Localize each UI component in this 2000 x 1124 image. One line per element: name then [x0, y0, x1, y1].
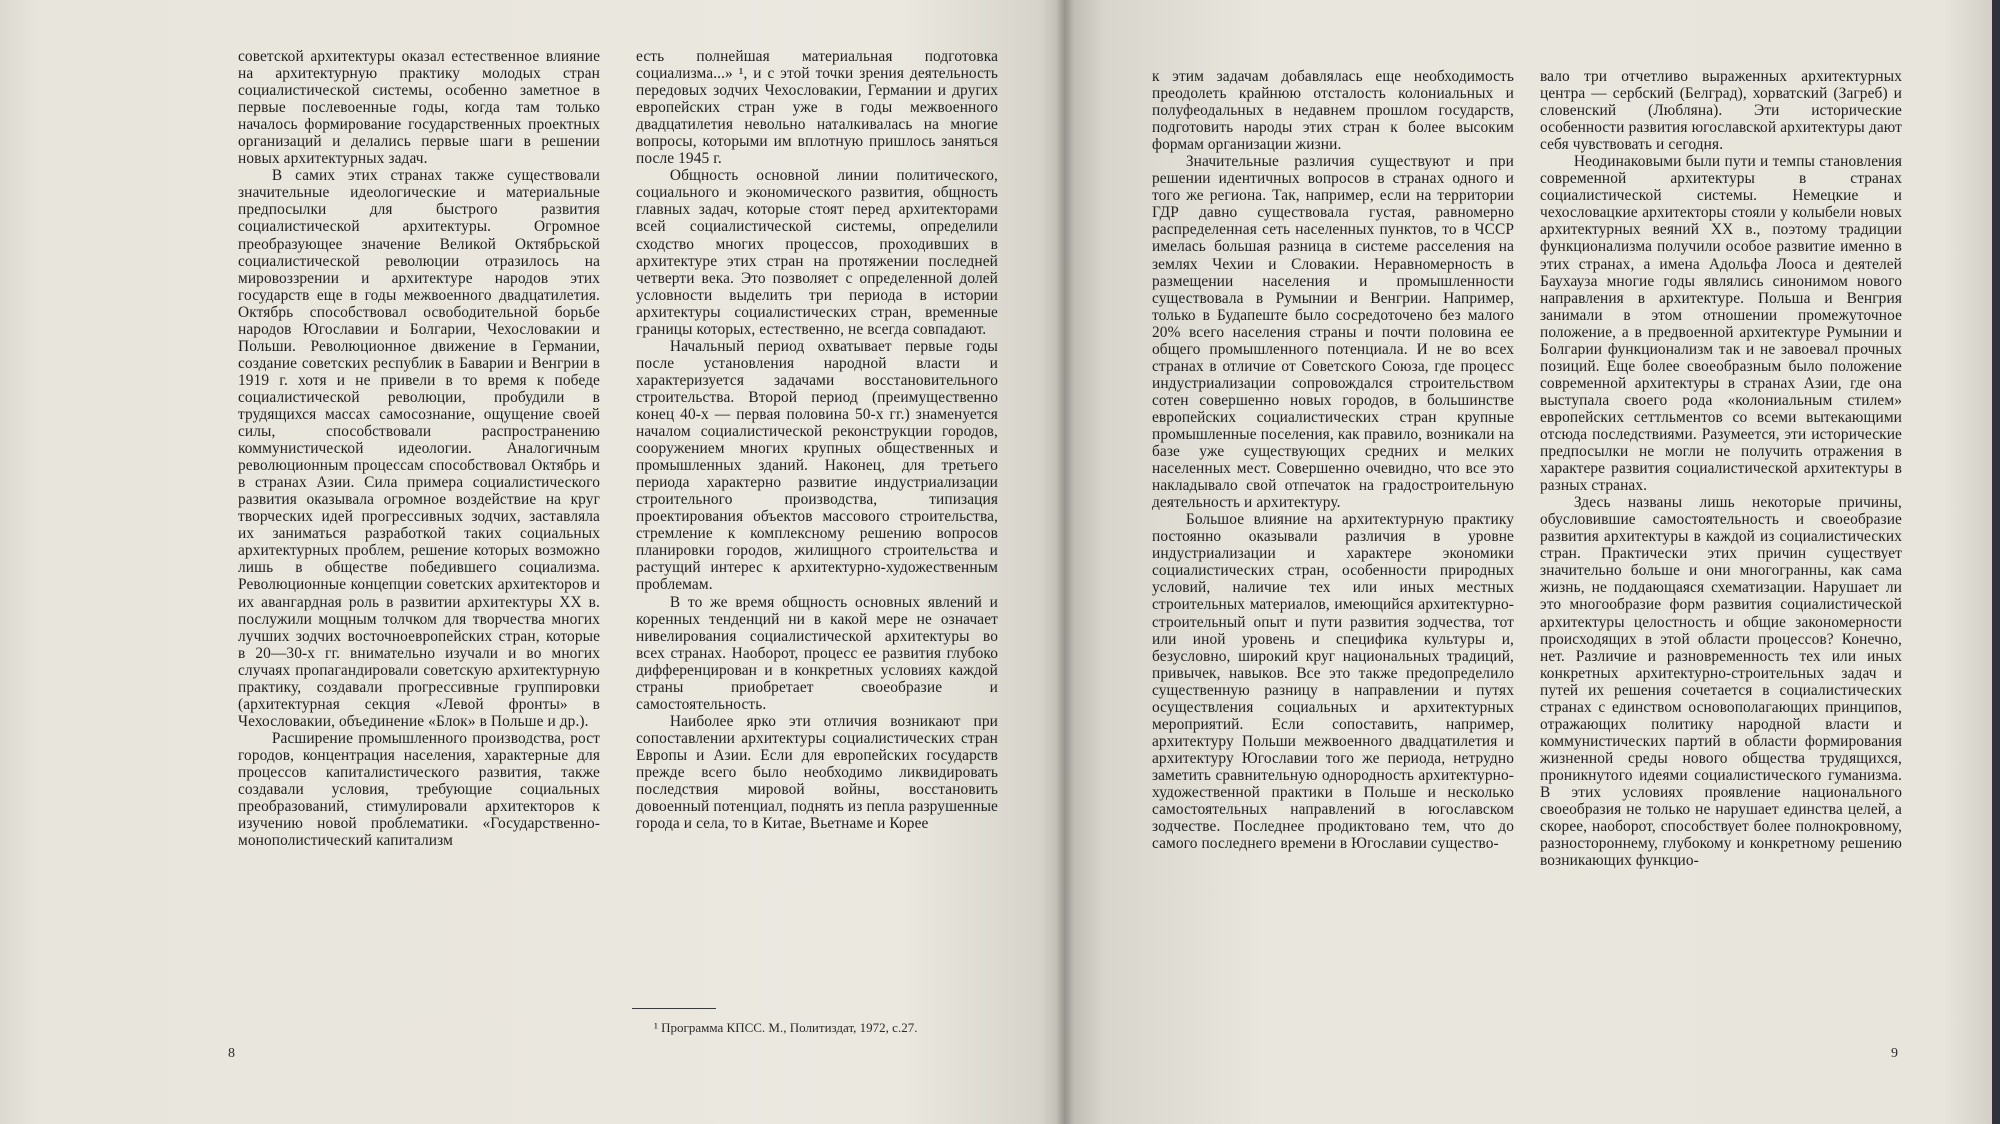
paragraph: советской архитектуры оказал естественное влияние на архитектурную практику молодых стран социалистической системы, особенно заметное в первые послевоенные годы, когда там только началось формирование государственных проектных организаций и делались первые шаги в решении новых архитектурных задач.	[238, 48, 600, 168]
right-page-column-2	[1540, 68, 1902, 869]
paragraph: к этим задачам добавлялась еще необходимость преодолеть крайнюю отсталость колониальных и полуфеодальных в недавнем прошлом государств, подготовить народы этих стран к более высоким формам организации жизни.	[1152, 68, 1514, 154]
right-page-column-1	[1152, 68, 1514, 852]
paragraph: В то же время общность основных явлений и коренных тенденций ни в какой мере не означает нивелирования социалистической архитектуры во всех странах. Наоборот, процесс ее развития глубоко дифференцирован и в конкретных условиях каждой страны приобретает своеобразие и самостоятельность.	[636, 593, 998, 713]
paragraph: Наиболее ярко эти отличия возникают при сопоставлении архитектуры социалистических стран Европы и Азии. Если для европейских государств прежде всего было необходимо ликвидировать последствия мировой войны, восстановить довоенный потенциал, поднять из пепла разрушенные города и села, то в Китае, Вьетнаме и Корее	[636, 712, 998, 833]
paragraph: Расширение промышленного производства, рост городов, концентрация населения, характерные для процессов капиталистического развития, также создавали условия, требующие социальных преобразований, стимулировали архитекторов к изучению новой проблематики. «Государственно-монополистический капитализм	[238, 729, 600, 850]
footnote: ¹ Программа КПСС. М., Политиздат, 1972, с.27.	[654, 1020, 918, 1035]
page-number-right: 9	[1891, 1046, 1898, 1061]
paragraph: есть полнейшая материальная подготовка социализма...» ¹, и с этой точки зрения деятельность передовых зодчих Чехословакии, Германии и других европейских стран уже в годы межвоенного двадцатилетия невольно наталкивалась на многие вопросы, которыми им вплотную пришлось заняться после 1945 г.	[636, 48, 998, 168]
paragraph: Общность основной линии политического, социального и экономического развития, общность главных задач, которые стоят перед архитекторами всей социалистической системы, определили сходство многих процессов, проходивших в архитектуре этих стран на протяжении последней четверти века. Это позволяет с определенной долей условности выделить три периода в истории архитектуры социалистических стран, временные границы которых, естественно, не всегда совпадают.	[636, 167, 998, 338]
paragraph: В самих этих странах также существовали значительные идеологические и материальные предпосылки для быстрого развития социалистической архитектуры. Огромное преобразующее значение Великой Октябрьской социалистической революции отразилось на мировоззрении и архитектуре народов этих государств еще в годы межвоенного двадцатилетия. Октябрь способствовал освободительной борьбе народов Югославии и Болгарии, Чехословакии и Польши. Революционное движение в Германии, создание советских республик в Баварии и Венгрии в 1919 г. хотя и не привели в то время к победе социалистической революции, пробудили в трудящихся массах самосознание, ощущение своей силы, способствовали распространению коммунистической идеологии. Аналогичным революционным процессам способствовал Октябрь и в странах Азии. Сила примера социалистического развития оказывала огромное воздействие на круг творческих идей прогрессивных зодчих, заставляла их заниматься разработкой таких социальных архитектурных проблем, решение которых возможно лишь в обществе победившего социализма. Революционные концепции советских архитекторов и их авангардная роль в развитии архитектуры XX в. послужили мощным толчком для творчества многих лучших зодчих восточноевропейских стран, которые в 20—30-х гг. внимательно изучали и во многих случаях пропагандировали советскую архитектурную практику, создавали прогрессивные группировки (архитектурная секция «Левой фронты» в Чехословакии, объединение «Блок» в Польше и др.).	[238, 167, 600, 730]
paragraph: Большое влияние на архитектурную практику постоянно оказывали различия в уровне индустриализации и характере экономики социалистических стран, особенности природных условий, наличие тех или иных местных строительных материалов, имеющийся архитектурно-строительный опыт и пути развития зодчества, тот или иной уровень и специфика культуры и, безусловно, широкий круг национальных традиций, привычек, навыков. Все это также предопределило существенную разницу в направлении и путях осуществления социальных и архитектурных мероприятий. Если сопоставить, например, архитектуру Польши межвоенного двадцатилетия и архитектуру Югославии того же периода, нетрудно заметить сравнительную однородность архитектурно-художественной практики в Польше и несколько самостоятельных направлений в югославском зодчестве. Последнее продиктовано тем, что до самого последнего времени в Югославии существо-	[1152, 511, 1514, 853]
background-edge	[1992, 0, 2000, 1124]
page-number-left: 8	[228, 1046, 235, 1061]
left-page-column-2	[636, 48, 998, 832]
paragraph: Неодинаковыми были пути и темпы становления современной архитектуры в странах социалистической системы. Немецкие и чехословацкие архитекторы стояли у колыбели новых архитектурных веяний XX в., поэтому традиции функционализма получили особое развитие именно в этих странах, а имена Адольфа Лооса и деятелей Баухауза многие годы являлись синонимом нового направления в архитектуре. Польша и Венгрия занимали в этом отношении промежуточное положение, а в предвоенной архитектуре Румынии и Болгарии функционализм так и не завоевал прочных позиций. Еще более своеобразным было положение современной архитектуры в странах Азии, где она выступала своего рода «колониальным стилем» европейских сеттльментов со всеми вытекающими отсюда последствиями. Разумеется, эти исторические предпосылки не могли не получить отражения в характере развития социалистической архитектуры в разных странах.	[1540, 153, 1902, 495]
paragraph: Начальный период охватывает первые годы после установления народной власти и характеризуется задачами восстановительного строительства. Второй период (преимущественно конец 40-х — первая половина 50-х гг.) знаменуется началом социалистической реконструкции городов, сооружением многих крупных общественных и промышленных зданий. Наконец, для третьего периода характерно развитие индустриализации строительного производства, типизация проектирования объектов массового строительства, стремление к комплексному решению вопросов планировки городов, жилищного строительства и растущий интерес к архитектурно-художественным проблемам.	[636, 337, 998, 594]
paragraph: вало три отчетливо выраженных архитектурных центра — сербский (Белград), хорватский (Загреб) и словенский (Любляна). Эти исторические особенности развития югославской архитектуры дают себя чувствовать и сегодня.	[1540, 68, 1902, 154]
left-page-column-1	[238, 48, 600, 849]
book-gutter	[1056, 0, 1074, 1124]
paragraph: Здесь названы лишь некоторые причины, обусловившие самостоятельность и своеобразие развития архитектуры в каждой из социалистических стран. Практически этих причин существует значительно больше и они многогранны, как сама жизнь, не поддающаяся схематизации. Нарушает ли это многообразие форм развития социалистической архитектуры целостность и общие закономерности происходящих в этой области процессов? Конечно, нет. Различие и разновременность тех или иных конкретных архитектурно-строительных задач и путей их решения сочетается в социалистических странах с единством основополагающих принципов, отражающих политику народной власти и коммунистических партий в области формирования жизненной среды нового общества трудящихся, проникнутого идеями социалистического гуманизма. В этих условиях проявление национального своеобразия не только не нарушает единства целей, а скорее, наоборот, способствует более полнокровному, разностороннему, глубокому и конкретному решению возникающих функцио-	[1540, 494, 1902, 870]
footnote-divider	[632, 1008, 716, 1009]
paragraph: Значительные различия существуют и при решении идентичных вопросов в странах одного и того же региона. Так, например, если на территории ГДР давно существовала густая, равномерно распределенная сеть населенных пунктов, то в ЧССР имелась большая разница в системе расселения на землях Чехии и Словакии. Неравномерность в размещении населения и промышленности существовала в Румынии и Венгрии. Например, только в Будапеште было сосредоточено без малого 20% всего населения страны и почти половина ее общего промышленного потенциала. И не во всех странах в отличие от Советского Союза, где процесс индустриализации сопровождался строительством сотен совершенно новых городов, в большинстве европейских социалистических стран крупные промышленные поселения, как правило, возникали на базе уже существующих средних и мелких населенных мест. Совершенно очевидно, что все это накладывало свой отпечаток на градостроительную деятельность и архитектуру.	[1152, 153, 1514, 512]
